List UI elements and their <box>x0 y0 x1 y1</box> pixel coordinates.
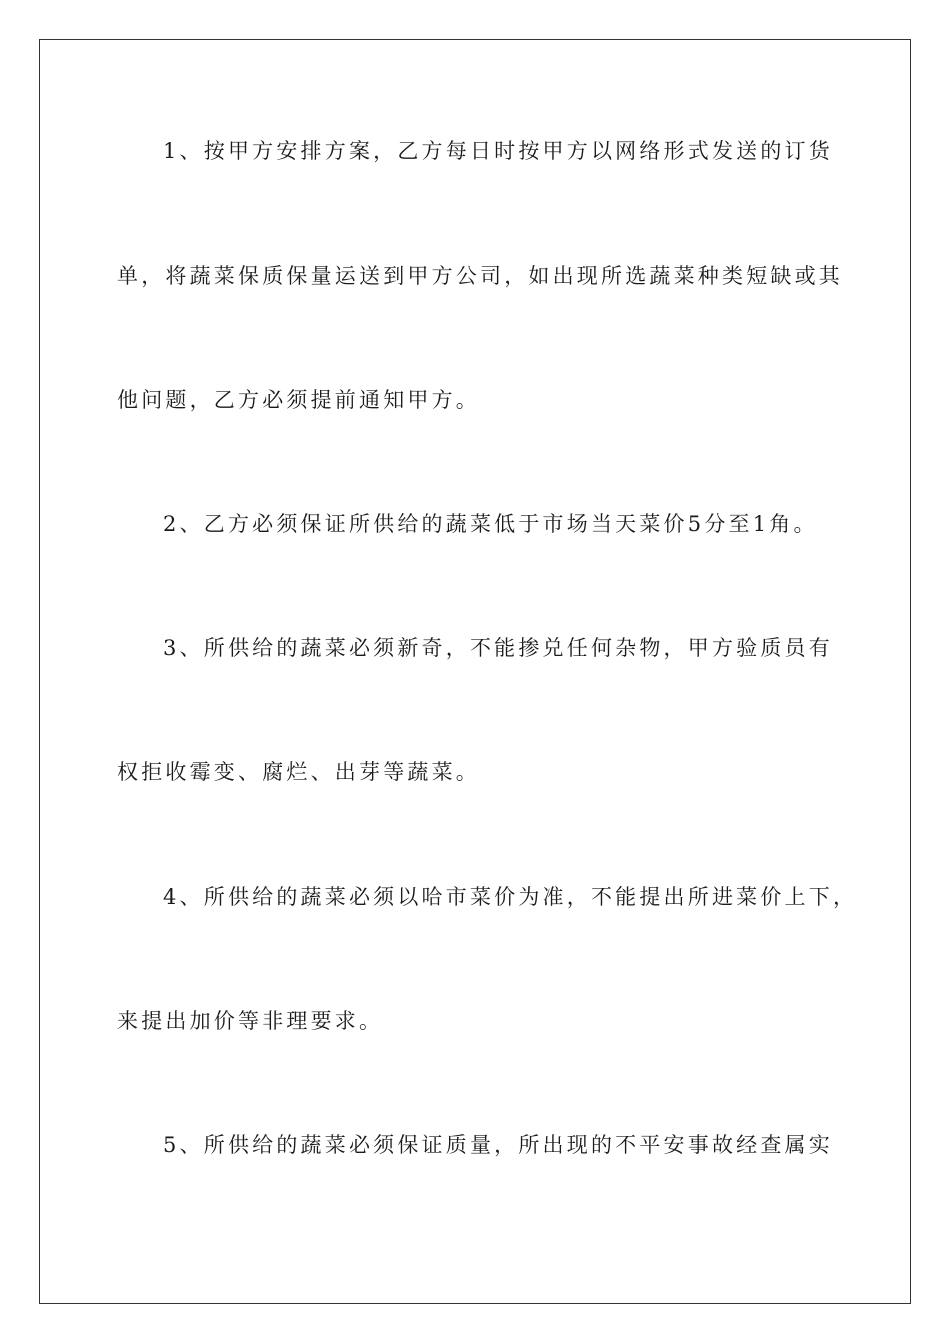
paragraph-1-line-3: 他问题，乙方必须提前通知甲方。 <box>117 388 480 412</box>
page-border <box>39 39 911 1304</box>
paragraph-4-line-1: 4、所供给的蔬菜必须以哈市菜价为准，不能提出所进菜价上下， <box>163 885 858 909</box>
paragraph-3-line-1: 3、所供给的蔬菜必须新奇，不能掺兑任何杂物，甲方验质员有 <box>163 636 833 660</box>
paragraph-1-line-1: 1、按甲方安排方案，乙方每日时按甲方以网络形式发送的订货 <box>163 139 833 163</box>
paragraph-3-line-2: 权拒收霉变、腐烂、出芽等蔬菜。 <box>117 760 480 784</box>
paragraph-1-line-2: 单，将蔬菜保质保量运送到甲方公司，如出现所选蔬菜种类短缺或其 <box>117 264 843 288</box>
paragraph-5-line-1: 5、所供给的蔬菜必须保证质量，所出现的不平安事故经查属实 <box>163 1133 833 1157</box>
paragraph-2-line-1: 2、乙方必须保证所供给的蔬菜低于市场当天菜价5分至1角。 <box>163 512 818 536</box>
paragraph-4-line-2: 来提出加价等非理要求。 <box>117 1009 384 1033</box>
